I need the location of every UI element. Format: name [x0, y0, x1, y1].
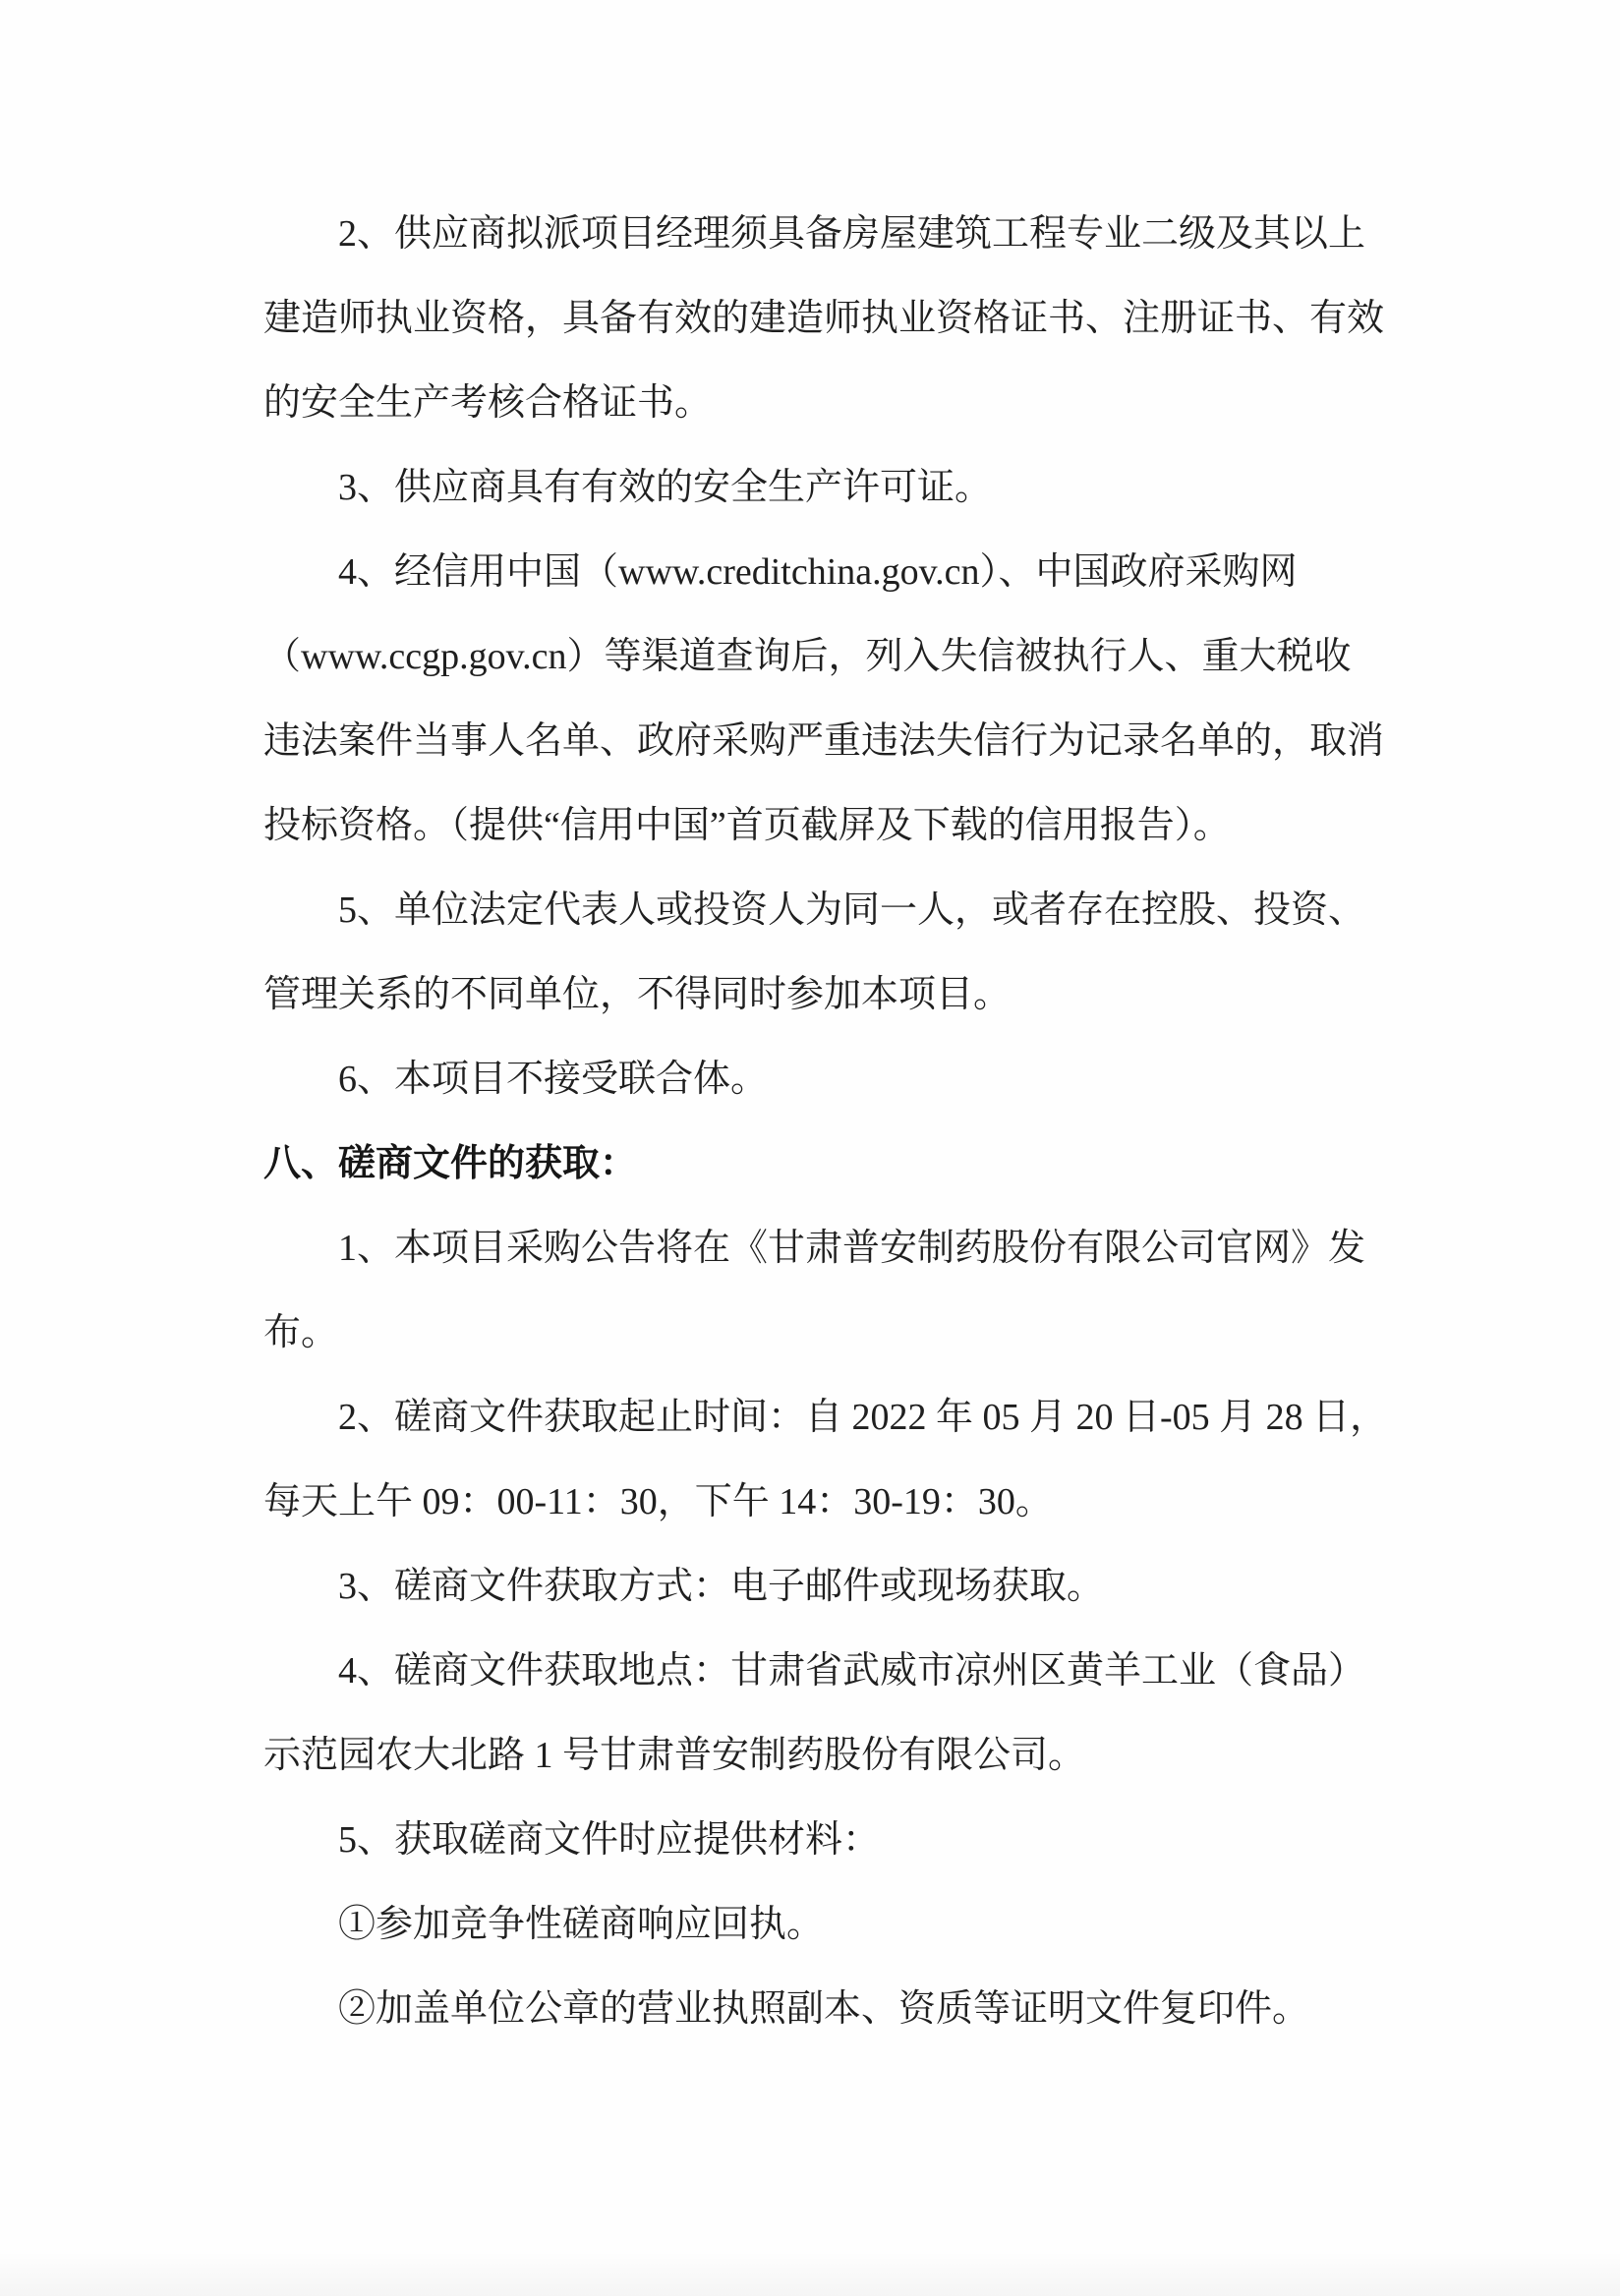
document-line: 4、经信用中国（www.creditchina.gov.cn）、中国政府采购网 — [338, 551, 1298, 593]
document-line: （www.ccgp.gov.cn）等渠道查询后，列入失信被执行人、重大税收 — [263, 636, 1352, 677]
document-line: 投标资格。（提供“信用中国”首页截屏及下载的信用报告）。 — [263, 805, 1231, 846]
document-line: 3、磋商文件获取方式：电子邮件或现场获取。 — [338, 1566, 1105, 1607]
scan-noise-band — [0, 2251, 1620, 2296]
document-line: 建造师执业资格，具备有效的建造师执业资格证书、注册证书、有效 — [263, 298, 1385, 339]
document-line: 3、供应商具有有效的安全生产许可证。 — [338, 467, 993, 508]
document-line: ①参加竞争性磋商响应回执。 — [338, 1904, 825, 1945]
document-line: 布。 — [263, 1312, 339, 1353]
document-line: 6、本项目不接受联合体。 — [338, 1059, 769, 1100]
section-heading: 八、磋商文件的获取： — [263, 1143, 638, 1184]
document-line: 1、本项目采购公告将在《甘肃普安制药股份有限公司官网》发 — [338, 1228, 1366, 1269]
document-line: 违法案件当事人名单、政府采购严重违法失信行为记录名单的，取消 — [263, 720, 1385, 762]
document-line: 5、单位法定代表人或投资人为同一人，或者存在控股、投资、 — [338, 890, 1366, 931]
document-line: ②加盖单位公章的营业执照副本、资质等证明文件复印件。 — [338, 1988, 1310, 2030]
document-line: 2、供应商拟派项目经理须具备房屋建筑工程专业二级及其以上 — [338, 213, 1366, 255]
document-line: 2、磋商文件获取起止时间：自 2022 年 05 月 20 日-05 月 28 日， — [338, 1397, 1388, 1438]
document-line: 4、磋商文件获取地点：甘肃省武威市凉州区黄羊工业（食品） — [338, 1650, 1366, 1692]
document-line: 示范园农大北路 1 号甘肃普安制药股份有限公司。 — [263, 1735, 1086, 1776]
document-line: 的安全生产考核合格证书。 — [263, 382, 713, 424]
document-line: 5、获取磋商文件时应提供材料： — [338, 1819, 881, 1861]
document-line: 每天上午 09：00-11：30，下午 14：30-19：30。 — [263, 1481, 1053, 1522]
document-line: 管理关系的不同单位，不得同时参加本项目。 — [263, 974, 1012, 1015]
document-body — [263, 192, 1404, 2051]
